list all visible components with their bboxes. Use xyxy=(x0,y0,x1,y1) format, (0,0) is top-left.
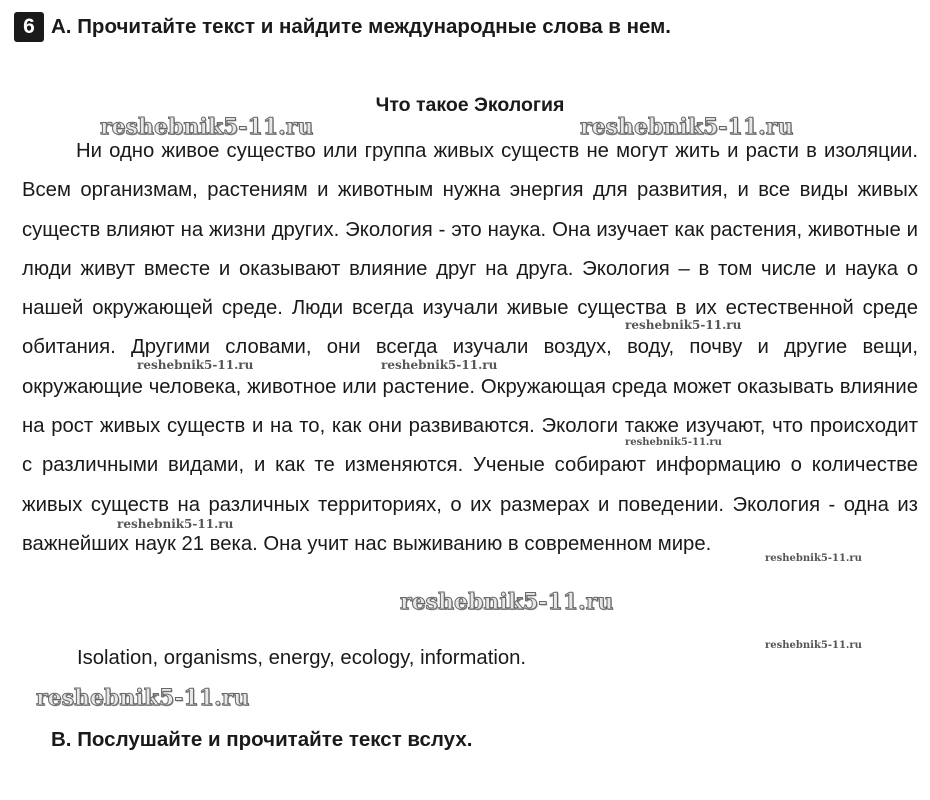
watermark: reshebnik5-11.ru xyxy=(625,437,722,448)
watermark: reshebnik5-11.ru xyxy=(625,318,742,332)
watermark: reshebnik5-11.ru xyxy=(400,589,614,615)
watermark: reshebnik5-11.ru xyxy=(36,685,250,711)
answer-international-words: Isolation, organisms, energy, ecology, information. xyxy=(77,647,527,669)
watermark: reshebnik5-11.ru xyxy=(117,517,234,531)
task-b-instruction: B. Послушайте и прочитайте текст вслух. xyxy=(51,728,473,751)
task-number-badge: 6 xyxy=(14,12,44,42)
watermark: reshebnik5-11.ru xyxy=(765,553,862,564)
watermark: reshebnik5-11.ru xyxy=(100,114,314,140)
watermark: reshebnik5-11.ru xyxy=(381,358,498,372)
article-body: Ни одно живое существо или группа живых существ не могут жить и расти в изоляции. Всем организмам, растениям и животным нужна энергия для развития, и все виды живых существ влияют на жизни других. Экология - это наука. Она изучает как растения, животные и люди живут вместе и оказывают влияние друг на друга. Экология – в том числе и наука о нашей окружающей среде. Люди всегда изучали живые существа в их естественной среде обитания. Другими словами, они всегда изучали воздух, воду, почву и другие вещи, окружающие человека, животное или растение. Окружающая среда может оказывать влияние на рост живых существ и на то, как они развиваются. Экологи также изучают, что происходит с различными видами, и как те изменяются. Ученые собирают информацию о количестве живых существ на различных территориях, о их размерах и поведении. Экология - одна из важнейших наук 21 века. Она учит нас выживанию в современном мире. xyxy=(22,140,918,555)
watermark: reshebnik5-11.ru xyxy=(137,358,254,372)
watermark: reshebnik5-11.ru xyxy=(765,640,862,651)
watermark: reshebnik5-11.ru xyxy=(580,114,794,140)
article-title: Что такое Экология xyxy=(375,94,565,116)
task-header xyxy=(14,12,671,42)
task-a-instruction: A. Прочитайте текст и найдите международные слова в нем. xyxy=(51,15,671,38)
